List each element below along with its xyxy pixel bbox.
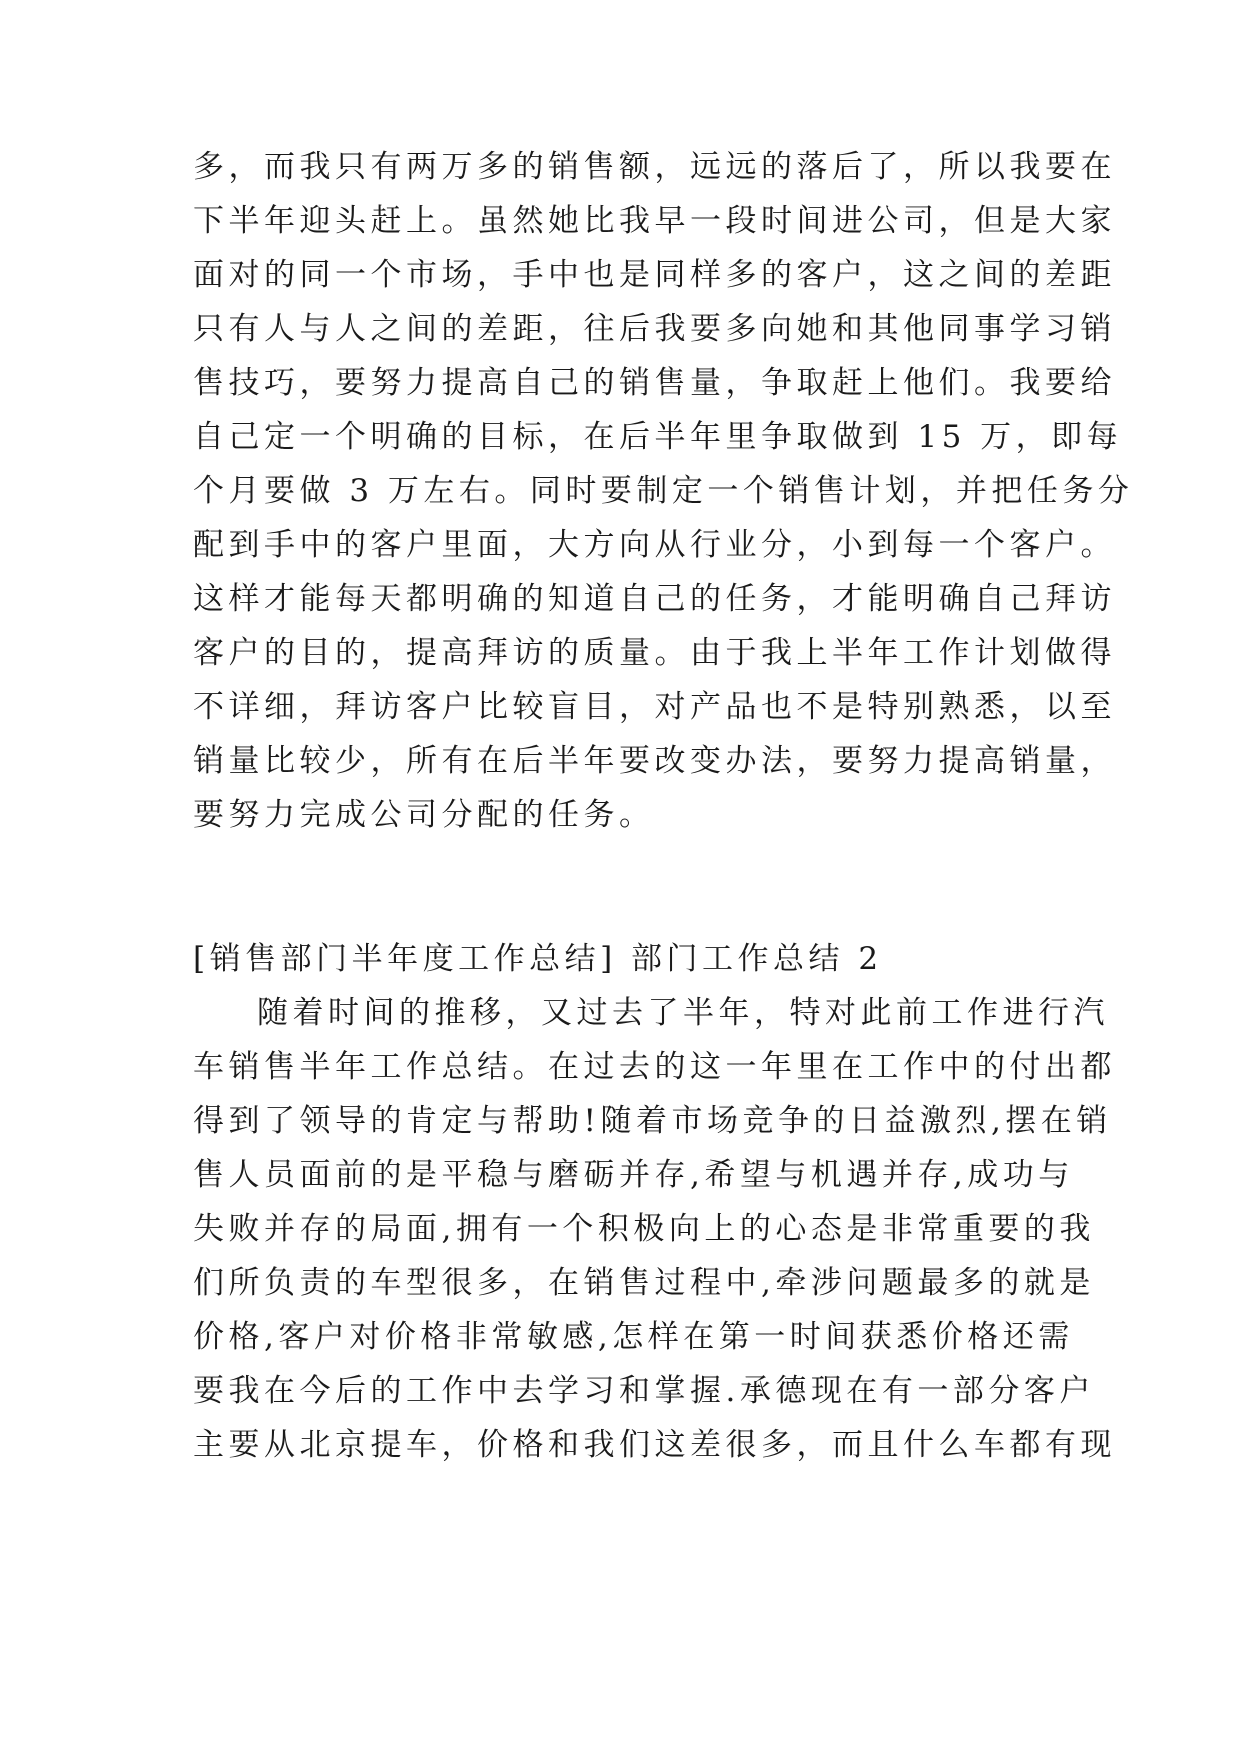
text-line: 不详细，拜访客户比较盲目，对产品也不是特别熟悉，以至 [193,689,1116,725]
text-line: 配到手中的客户里面，大方向从行业分，小到每一个客户。 [193,527,1116,563]
text-line: 多，而我只有两万多的销售额，远远的落后了，所以我要在 [193,149,1116,185]
text-line: 随着时间的推移，又过去了半年，特对此前工作进行汽 [257,995,1109,1031]
text-line: 失败并存的局面,拥有一个积极向上的心态是非常重要的我 [193,1211,1095,1247]
text-line: 车销售半年工作总结。在过去的这一年里在工作中的付出都 [193,1049,1116,1085]
text-line: 售人员面前的是平稳与磨砺并存,希望与机遇并存,成功与 [193,1157,1074,1193]
section-heading: [销售部门半年度工作总结] 部门工作总结 2 [193,941,883,977]
text-line: 要我在今后的工作中去学习和掌握.承德现在有一部分客户 [193,1373,1095,1409]
text-line: 主要从北京提车，价格和我们这差很多，而且什么车都有现 [193,1427,1116,1463]
text-line: 个月要做 3 万左右。同时要制定一个销售计划，并把任务分 [193,473,1134,509]
text-line: 这样才能每天都明确的知道自己的任务，才能明确自己拜访 [193,581,1116,617]
text-line: 只有人与人之间的差距，往后我要多向她和其他同事学习销 [193,311,1116,347]
text-line: 售技巧，要努力提高自己的销售量，争取赶上他们。我要给 [193,365,1116,401]
text-line: 销量比较少，所有在后半年要改变办法，要努力提高销量， [193,743,1116,779]
text-line: 得到了领导的肯定与帮助!随着市场竞争的日益激烈,摆在销 [193,1103,1112,1139]
text-line: 下半年迎头赶上。虽然她比我早一段时间进公司，但是大家 [193,203,1116,239]
text-line: 客户的目的，提高拜访的质量。由于我上半年工作计划做得 [193,635,1116,671]
text-line: 们所负责的车型很多，在销售过程中,牵涉问题最多的就是 [193,1265,1095,1301]
text-line: 价格,客户对价格非常敏感,怎样在第一时间获悉价格还需 [193,1319,1074,1355]
text-line: 要努力完成公司分配的任务。 [193,797,655,833]
text-line: 面对的同一个市场，手中也是同样多的客户，这之间的差距 [193,257,1116,293]
text-line: 自己定一个明确的目标，在后半年里争取做到 15 万，即每 [193,419,1123,455]
